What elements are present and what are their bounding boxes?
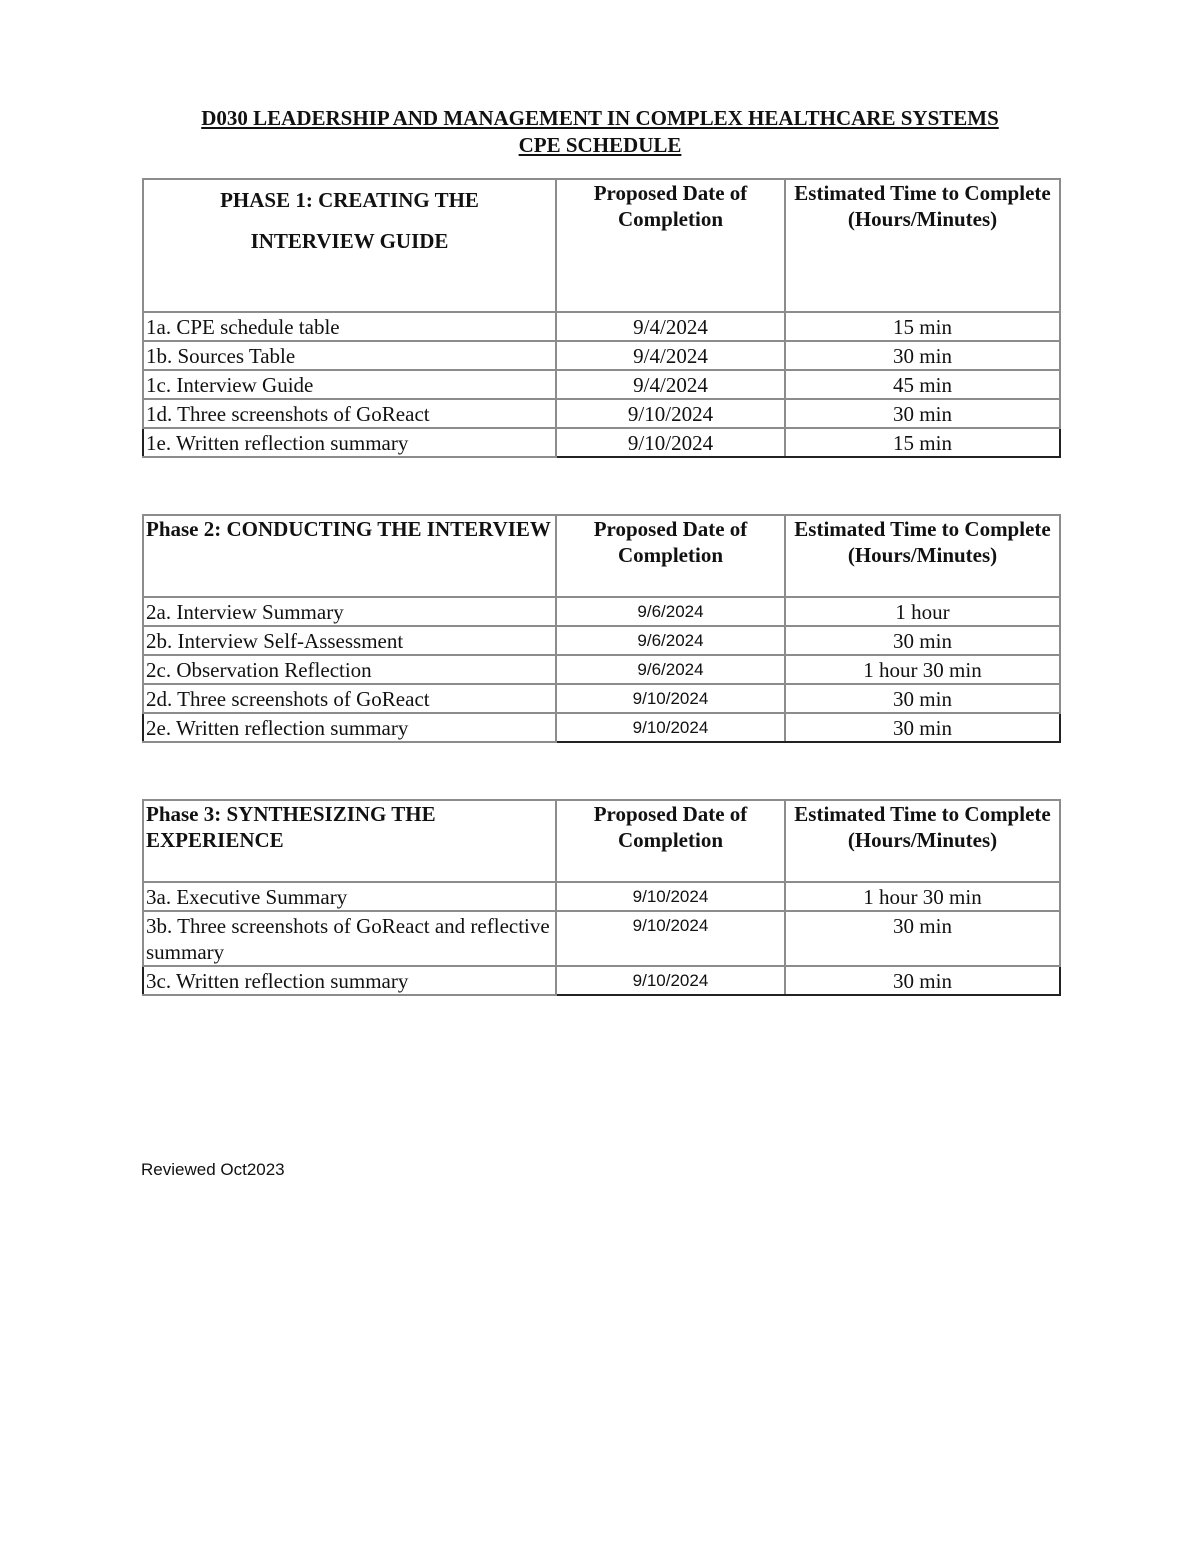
task-cell: 2a. Interview Summary <box>143 597 556 626</box>
task-cell: 1b. Sources Table <box>143 341 556 370</box>
date-cell: 9/10/2024 <box>556 911 785 966</box>
title-line-2: CPE SCHEDULE <box>518 133 682 157</box>
date-cell: 9/10/2024 <box>556 428 785 457</box>
date-column-header: Proposed Date of Completion <box>556 179 785 312</box>
time-cell: 30 min <box>785 684 1060 713</box>
phase-1-header-line-2: INTERVIEW GUIDE <box>250 229 449 253</box>
table-row <box>143 370 1060 399</box>
time-cell: 30 min <box>785 966 1060 995</box>
table-row <box>143 341 1060 370</box>
task-cell: 2e. Written reflection summary <box>143 713 556 742</box>
date-cell: 9/6/2024 <box>556 655 785 684</box>
table-row <box>143 966 1060 995</box>
time-column-header: Estimated Time to Complete (Hours/Minutes) <box>785 515 1060 597</box>
task-cell: 2c. Observation Reflection <box>143 655 556 684</box>
phase-2-table <box>142 514 1061 743</box>
task-cell: 1d. Three screenshots of GoReact <box>143 399 556 428</box>
time-column-header: Estimated Time to Complete (Hours/Minutes) <box>785 179 1060 312</box>
date-cell: 9/10/2024 <box>556 882 785 911</box>
phase-3-table <box>142 799 1061 996</box>
task-cell: 2b. Interview Self-Assessment <box>143 626 556 655</box>
date-column-header: Proposed Date of Completion <box>556 800 785 882</box>
phase-1-table <box>142 178 1061 458</box>
time-cell: 1 hour 30 min <box>785 882 1060 911</box>
table-row <box>143 597 1060 626</box>
table-row <box>143 626 1060 655</box>
table-header-row <box>143 179 1060 312</box>
task-cell: 2d. Three screenshots of GoReact <box>143 684 556 713</box>
date-cell: 9/10/2024 <box>556 399 785 428</box>
task-cell: 1a. CPE schedule table <box>143 312 556 341</box>
time-cell: 15 min <box>785 428 1060 457</box>
time-column-header: Estimated Time to Complete (Hours/Minutes) <box>785 800 1060 882</box>
time-cell: 45 min <box>785 370 1060 399</box>
date-cell: 9/10/2024 <box>556 966 785 995</box>
table-row <box>143 655 1060 684</box>
date-column-header: Proposed Date of Completion <box>556 515 785 597</box>
task-cell: 1c. Interview Guide <box>143 370 556 399</box>
table-header-row <box>143 800 1060 882</box>
table-row <box>143 882 1060 911</box>
table-row <box>143 684 1060 713</box>
phase-1-header <box>143 179 556 312</box>
time-cell: 1 hour <box>785 597 1060 626</box>
task-cell: 1e. Written reflection summary <box>143 428 556 457</box>
table-row <box>143 399 1060 428</box>
date-cell: 9/6/2024 <box>556 626 785 655</box>
table-row <box>143 713 1060 742</box>
date-cell: 9/4/2024 <box>556 312 785 341</box>
task-cell: 3b. Three screenshots of GoReact and reflective summary <box>143 911 556 966</box>
phase-3-header: Phase 3: SYNTHESIZING THE EXPERIENCE <box>143 800 556 882</box>
reviewed-note: Reviewed Oct2023 <box>141 1160 285 1179</box>
title-line-1: D030 LEADERSHIP AND MANAGEMENT IN COMPLEX HEALTHCARE SYSTEMS <box>201 106 999 130</box>
date-cell: 9/4/2024 <box>556 341 785 370</box>
date-cell: 9/10/2024 <box>556 684 785 713</box>
time-cell: 30 min <box>785 626 1060 655</box>
document-title <box>0 105 1200 159</box>
date-cell: 9/6/2024 <box>556 597 785 626</box>
task-cell: 3a. Executive Summary <box>143 882 556 911</box>
task-cell: 3c. Written reflection summary <box>143 966 556 995</box>
table-header-row <box>143 515 1060 597</box>
date-cell: 9/10/2024 <box>556 713 785 742</box>
phase-1-header-line-1: PHASE 1: CREATING THE <box>220 188 479 212</box>
time-cell: 30 min <box>785 341 1060 370</box>
table-row <box>143 428 1060 457</box>
time-cell: 30 min <box>785 911 1060 966</box>
date-cell: 9/4/2024 <box>556 370 785 399</box>
time-cell: 30 min <box>785 713 1060 742</box>
time-cell: 15 min <box>785 312 1060 341</box>
phase-2-header: Phase 2: CONDUCTING THE INTERVIEW <box>143 515 556 597</box>
table-row <box>143 312 1060 341</box>
time-cell: 1 hour 30 min <box>785 655 1060 684</box>
time-cell: 30 min <box>785 399 1060 428</box>
table-row <box>143 911 1060 966</box>
